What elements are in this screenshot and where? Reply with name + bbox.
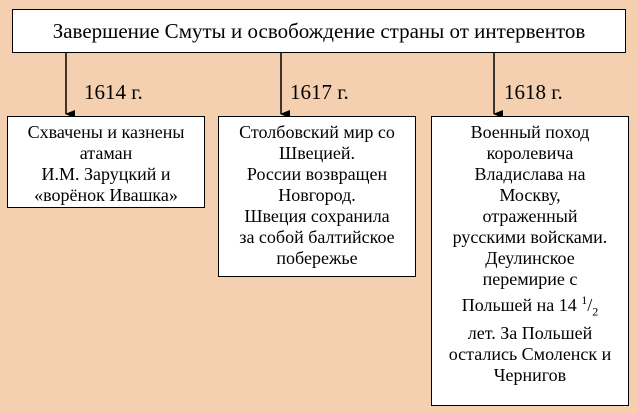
event-line: перемирие с	[482, 269, 578, 289]
event-line: «ворёнок Ивашка»	[34, 185, 178, 205]
event-box-1617	[218, 116, 416, 277]
event-line: Военный поход	[470, 122, 590, 142]
fraction-line	[432, 290, 628, 323]
year-label-1614: 1614 г.	[84, 80, 143, 104]
event-line: Схвачены и казнены	[27, 122, 185, 142]
event-line: русскими войсками.	[452, 227, 608, 247]
title-box	[12, 9, 626, 53]
title-text: Завершение Смуты и освобождение страны от интервентов	[52, 18, 586, 43]
fraction-numerator: 1	[581, 293, 588, 307]
event-line: королевича	[486, 143, 574, 163]
event-line: Швеция сохранила	[244, 206, 390, 226]
event-line: Столбовский мир со	[239, 122, 395, 142]
event-line: Деулинское	[485, 248, 575, 268]
event-line: Владислава на	[474, 164, 586, 184]
event-line: России возвращен	[246, 164, 388, 184]
event-line: за собой балтийское	[239, 227, 395, 247]
event-line: И.М. Заруцкий и	[41, 164, 171, 184]
fraction-slash: /	[587, 295, 593, 315]
event-line: отраженный	[482, 206, 578, 226]
event-line: Новгород.	[278, 185, 356, 205]
event-line: Чернигов	[493, 364, 567, 385]
fraction-prefix: Польшей на 14	[461, 295, 582, 315]
year-label-1618: 1618 г.	[504, 80, 563, 104]
fraction-denominator: 2	[592, 304, 599, 319]
event-line: Швецией.	[279, 143, 355, 163]
event-line: атаман	[79, 143, 133, 163]
year-label-1617: 1617 г.	[290, 80, 349, 104]
event-line: побережье	[276, 248, 358, 268]
event-box-1614	[7, 116, 205, 208]
event-line: лет. За Польшей	[467, 322, 593, 343]
event-line: остались Смоленск и	[448, 343, 612, 364]
event-line: Москву,	[499, 185, 561, 205]
event-box-1618	[431, 116, 629, 406]
